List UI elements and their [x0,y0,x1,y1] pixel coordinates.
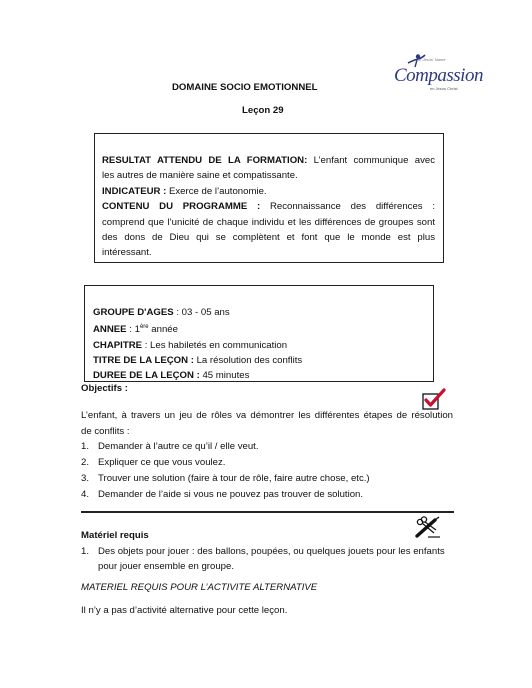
program-line-3: des dons de Dieu qui se complètent et font que le monde est plus [102,232,435,244]
lesson-title-value: La résolution des conflits [196,354,303,366]
objective-text: Demander à l’autre ce qu’il / elle veut. [98,441,259,453]
indicator-text: Exerce de l’autonomie. [168,185,267,197]
chapter-value: : Les habiletés en communication [144,339,288,351]
objective-number: 4. [81,488,90,500]
program-line-1 [102,199,435,214]
material-text-2: pour jouer ensemble en groupe. [98,560,235,572]
material-item [81,545,455,575]
chapter-label: CHAPITRE [93,339,143,351]
age-group-line [93,305,302,320]
objectives-heading: Objectifs : [81,383,128,394]
result-line-1 [102,153,435,168]
materials-heading: Matériel requis [81,530,149,541]
objectives-intro-1: L’enfant, à travers un jeu de rôles va démontrer les différentes étapes de résolution [81,410,453,421]
year-superscript: ère [139,324,149,331]
objective-number: 2. [81,457,90,469]
crayon-scissors-icon [414,515,442,541]
program-line-4: intéressant. [102,247,152,259]
objectives-intro-2: de conflits : [81,425,130,437]
objectives-content [81,408,453,502]
program-text-1: Reconnaissance des différences : [269,201,435,213]
objective-text: Expliquer ce que vous voulez. [98,457,226,469]
objective-text: Demander de l’aide si vous ne pouvez pas trouver de solution. [98,488,364,500]
program-line-2: comprend que l’unicité de chaque individu et les différences de groupes sont [102,216,435,228]
objectives-list [81,439,453,502]
objective-item [81,487,453,503]
objective-number: 1. [81,441,90,453]
age-group-value: : 03 - 05 ans [176,307,230,318]
year-rest: année [148,324,178,336]
indicator-label: INDICATEUR : [102,185,167,197]
result-line-2: les autres de manière saine et compatissante. [102,170,298,182]
objective-number: 3. [81,472,90,484]
objective-item [81,471,453,487]
logo-wordmark: Compassion [394,65,483,86]
lesson-title-line [93,353,302,368]
logo-tagline: In Jesus' Name [418,57,446,62]
material-text-1: Des objets pour jouer : des ballons, poupées, ou quelques jouets pour les enfants [98,546,445,557]
result-label: RESULTAT ATTENDU DE LA FORMATION: [102,155,308,166]
materials-list [81,545,455,575]
chapter-line [93,338,302,353]
material-number: 1. [81,546,90,557]
duration-value: 45 minutes [202,370,250,381]
alternative-text: Il n’y a pas d’activité alternative pour cette leçon. [81,605,288,616]
objective-text: Trouver une solution (faire à tour de rôle, faire autre chose, etc.) [98,472,370,484]
year-label: ANNEE [93,324,127,336]
duration-label: DUREE DE LA LEÇON : [93,370,200,381]
result-text-1: L’enfant communique avec [313,155,435,166]
objective-item [81,455,453,471]
year-value: : 1 [129,324,140,336]
age-group-label: GROUPE D'AGES [93,307,174,318]
logo-subtitle: en Jésus Christ [430,86,458,91]
objective-item [81,439,453,455]
lesson-info-content [93,305,302,383]
compassion-logo [384,54,483,100]
year-line [93,320,302,337]
duration-line [93,368,302,383]
domain-title: DOMAINE SOCIO EMOTIONNEL [172,82,318,93]
alternative-heading: MATERIEL REQUIS POUR L’ACTIVITE ALTERNATIVE [81,582,318,593]
lesson-title-label: TITRE DE LA LEÇON : [93,354,194,366]
expected-result-content [102,153,435,261]
lesson-number: Leçon 29 [242,105,284,116]
indicator-line [102,184,435,199]
program-label: CONTENU DU PROGRAMME : [102,201,261,213]
checkbox-check-icon [422,388,446,410]
section-divider [81,511,454,513]
